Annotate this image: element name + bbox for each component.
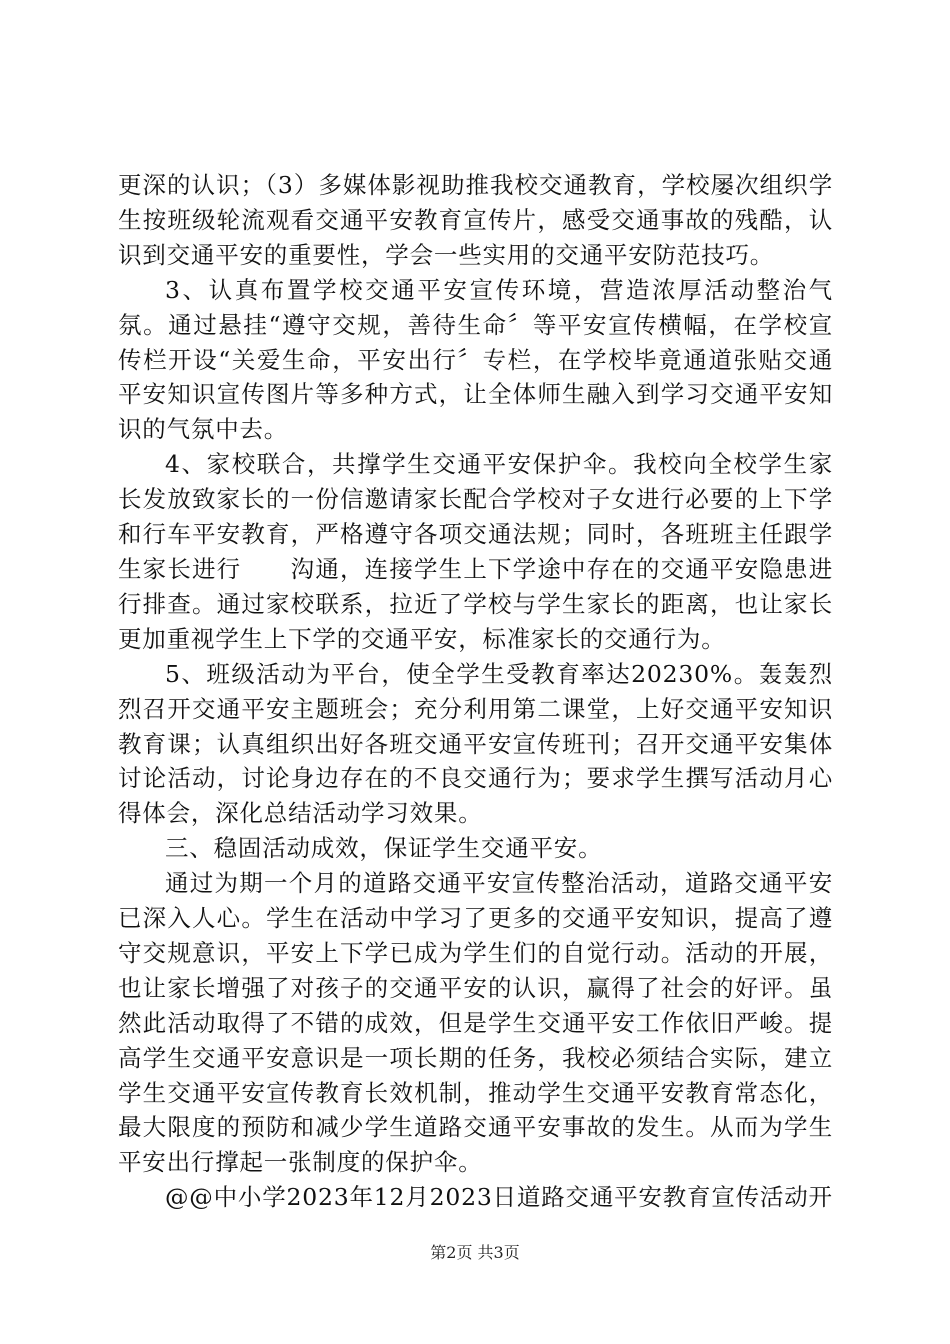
paragraph-item-5: 5、班级活动为平台，使全学生受教育率达20230%。轰轰烈烈召开交通平安主题班会；充分利用第二课堂，上好交通平安知识教育课；认真组织出好各班交通平安宣传班刊；召开交通平安集体讨论活动，讨论身边存在的不良交通行为；要求学生撰写活动月心得体会，深化总结活动学习效果。 [118, 659, 833, 828]
paragraph-signature: @@中小学2023年12月2023日道路交通平安教育宣传活动开 [165, 1183, 833, 1212]
page-number-footer: 第2页 共3页 [430, 1243, 520, 1262]
paragraph-continuation: 更深的认识；（3）多媒体影视助推我校交通教育，学校屡次组织学生按班级轮流观看交通平安教育宣传片，感受交通事故的残酷，认识到交通平安的重要性，学会一些实用的交通平安防范技巧。 [118, 171, 833, 269]
paragraph-item-4: 4、家校联合，共撑学生交通平安保护伞。我校向全校学生家长发放致家长的一份信邀请家长配合学校对子女进行必要的上下学和行车平安教育，严格遵守各项交通法规；同时，各班班主任跟学生家长进行 沟通，连接学生上下学途中存在的交通平安隐患进行排查。通过家校联系，拉近了学校与学生家长的距离，也让家长更加重视学生上下学的交通平安，标准家长的交通行为。 [118, 450, 833, 653]
section-heading-3: 三、稳固活动成效，保证学生交通平安。 [165, 834, 603, 863]
paragraph-summary: 通过为期一个月的道路交通平安宣传整治活动，道路交通平安已深入人心。学生在活动中学习了更多的交通平安知识，提高了遵守交规意识，平安上下学已成为学生们的自觉行动。活动的开展，也让家长增强了对孩子的交通平安的认识，赢得了社会的好评。虽然此活动取得了不错的成效，但是学生交通平安工作依旧严峻。提高学生交通平安意识是一项长期的任务，我校必须结合实际，建立学生交通平安宣传教育长效机制，推动学生交通平安教育常态化，最大限度的预防和减少学生道路交通平安事故的发生。从而为学生平安出行撑起一张制度的保护伞。 [118, 869, 833, 1177]
paragraph-item-3: 3、认真布置学校交通平安宣传环境，营造浓厚活动整治气氛。通过悬挂“遵守交规，善待生命〞等平安宣传横幅，在学校宣传栏开设“关爱生命，平安出行〞专栏，在学校毕竟通道张贴交通平安知识宣传图片等多种方式，让全体师生融入到学习交通平安知识的气氛中去。 [118, 275, 833, 444]
document-body [118, 168, 833, 1215]
